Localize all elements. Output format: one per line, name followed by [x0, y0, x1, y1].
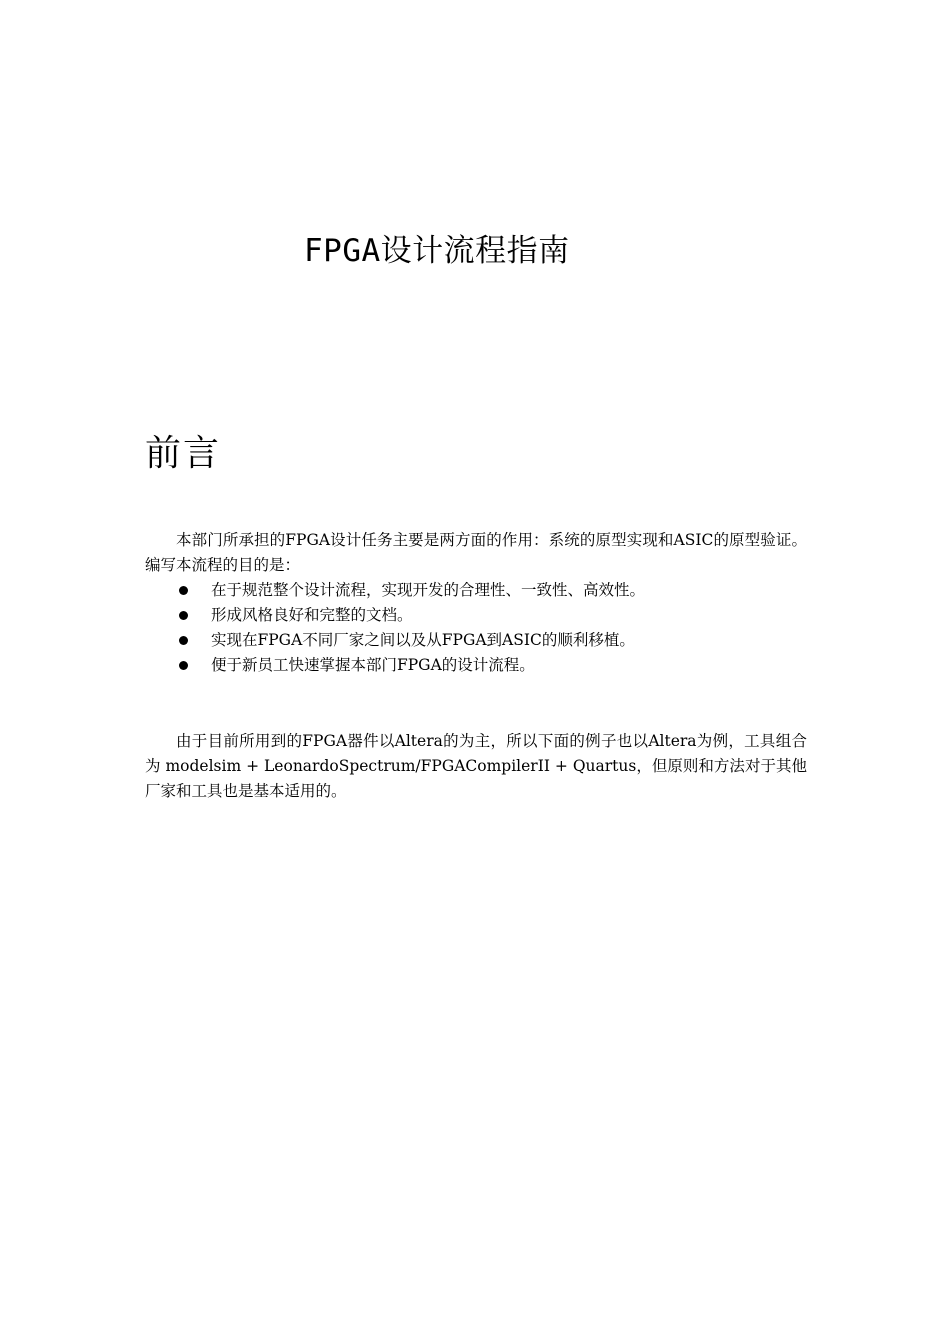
document-title: FPGA设计流程指南	[304, 233, 570, 269]
bullet-dot-icon	[179, 636, 188, 645]
bullet-dot-icon	[179, 586, 188, 595]
bullet-text: 在于规范整个设计流程，实现开发的合理性、一致性、高效性。	[211, 581, 646, 599]
bullet-text: 便于新员工快速掌握本部门FPGA的设计流程。	[211, 656, 535, 674]
bullet-text: 实现在FPGA不同厂家之间以及从FPGA到ASIC的顺利移植。	[211, 631, 635, 649]
purpose-bullet-list	[145, 578, 807, 678]
section-heading-preface: 前言	[145, 433, 222, 474]
preface-block	[145, 528, 807, 678]
tools-block	[145, 729, 807, 804]
bullet-item	[145, 628, 807, 653]
preface-paragraph-1: 本部门所承担的FPGA设计任务主要是两方面的作用：系统的原型实现和ASIC的原型验证。编写本流程的目的是：	[145, 531, 807, 574]
bullet-dot-icon	[179, 661, 188, 670]
bullet-dot-icon	[179, 611, 188, 620]
bullet-item	[145, 603, 807, 628]
bullet-text: 形成风格良好和完整的文档。	[211, 606, 413, 624]
preface-paragraph-2: 由于目前所用到的FPGA器件以Altera的为主，所以下面的例子也以Altera为例，工具组合为 modelsim + LeonardoSpectrum/FPGACompilerII + Quartus，但原则和方法对于其他厂家和工具也是基本适用的。	[145, 732, 807, 800]
bullet-item	[145, 578, 807, 603]
bullet-item	[145, 653, 807, 678]
